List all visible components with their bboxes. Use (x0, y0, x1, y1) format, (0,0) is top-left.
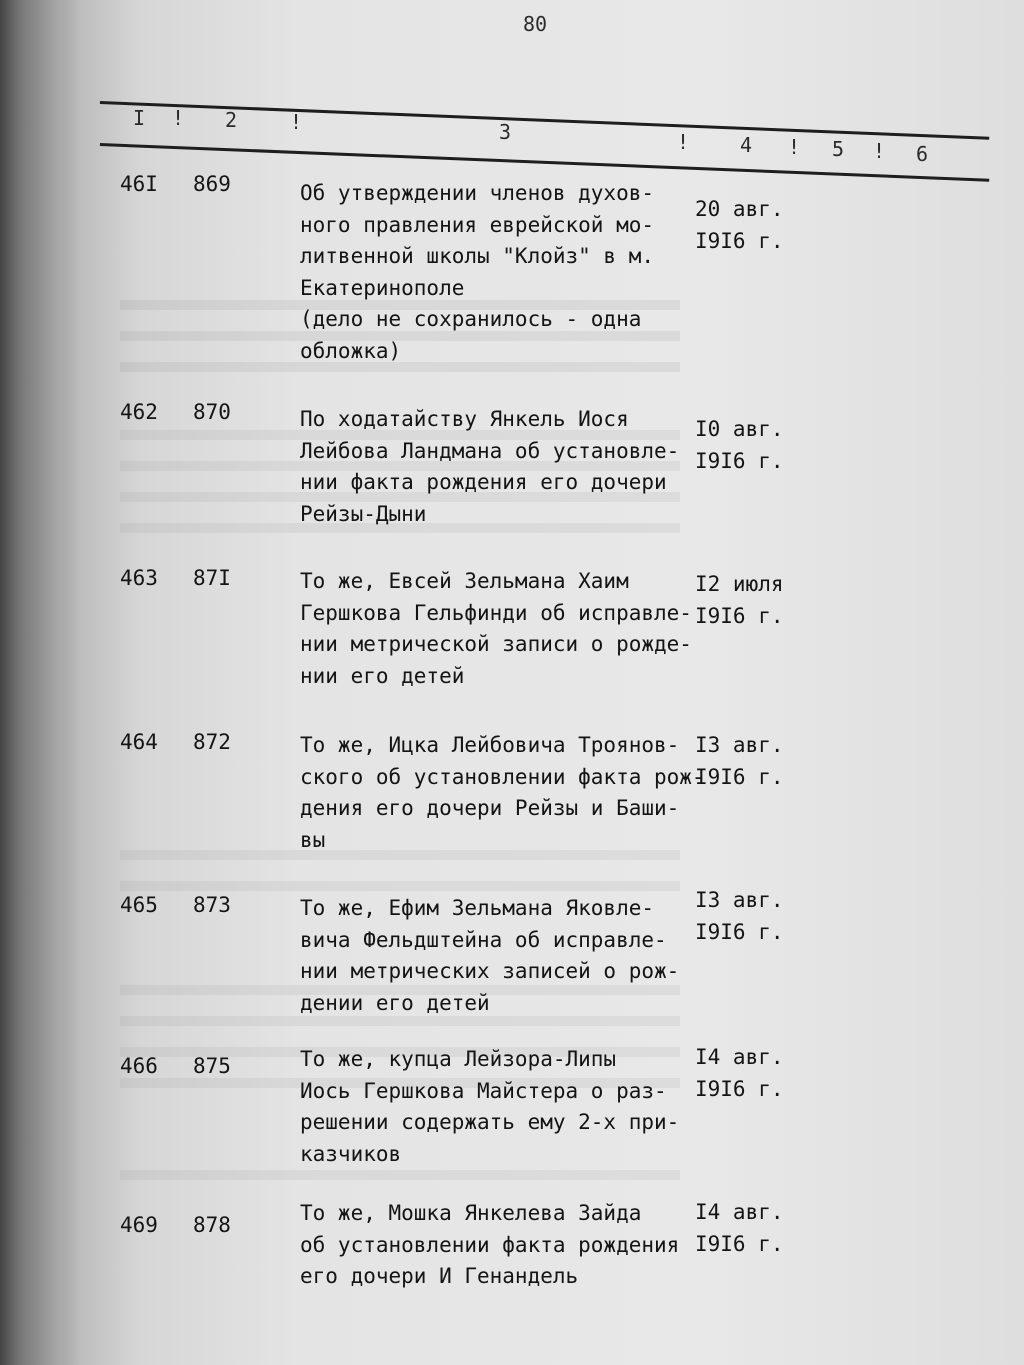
entry-date: 20 авг. I9I6 г. (695, 197, 784, 253)
archive-number: 872 (193, 730, 231, 754)
show-through-block (120, 1170, 680, 1200)
register-entry (0, 730, 1024, 852)
archive-number: 869 (193, 172, 231, 196)
archive-number: 878 (193, 1213, 231, 1237)
entry-description: То же, Мошка Янкелева Зайда об установлении факта рождения его дочери И Генандель (300, 1201, 680, 1288)
archive-number: 875 (193, 1054, 231, 1078)
entry-date: I3 авг. I9I6 г. (695, 733, 784, 789)
header-separator: ! (172, 106, 185, 130)
entry-date: I2 июля I9I6 г. (695, 572, 784, 628)
archive-number: 87I (193, 566, 231, 590)
entry-description: То же, Ефим Зельмана Яковле- вича Фельдштейна об исправле- нии метрических записей о рож- дении его детей (300, 896, 680, 1015)
entry-number: 465 (120, 893, 158, 917)
entry-number: 464 (120, 730, 158, 754)
header-separator: ! (873, 139, 886, 163)
entry-number: 466 (120, 1054, 158, 1078)
book-gutter-shadow (0, 0, 80, 1365)
entry-number: 46I (120, 172, 158, 196)
entry-number: 462 (120, 400, 158, 424)
header-col-4: 4 (740, 133, 753, 157)
entry-date: I3 авг. I9I6 г. (695, 888, 784, 944)
entry-number: 463 (120, 566, 158, 590)
entry-date: I4 авг. I9I6 г. (695, 1045, 784, 1101)
register-entry (0, 1200, 1024, 1288)
header-separator: ! (677, 130, 690, 154)
register-entry (0, 888, 1024, 1015)
entry-description: То же, Евсей Зельмана Хаим Гершкова Гельфинди об исправле- нии метрической записи о рожде- нии его детей (300, 569, 692, 688)
register-entry (0, 400, 1024, 526)
register-entry (0, 566, 1024, 688)
header-col-3: 3 (499, 120, 512, 144)
register-entry (0, 172, 1024, 363)
page-number: 80 (523, 12, 548, 36)
header-col-1: I (133, 106, 146, 130)
header-col-2: 2 (225, 108, 238, 132)
register-entry (0, 1045, 1024, 1166)
header-col-5: 5 (832, 137, 845, 161)
entry-description: То же, купца Лейзора-Липы Иось Гершкова Майстера о раз- решении содержать ему 2-х при- казчиков (300, 1047, 680, 1166)
entry-description: Об утверждении членов духов- ного правления еврейской мо- литвенной школы "Клойз" в м. Екатеринополе (дело не сохранилось - одна обложка) (300, 181, 655, 363)
entry-description: По ходатайству Янкель Иося Лейбова Ландмана об установле- нии факта рождения его дочери Рейзы-Дыни (300, 407, 680, 526)
archive-number: 873 (193, 893, 231, 917)
header-col-6: 6 (916, 142, 929, 166)
entry-number: 469 (120, 1213, 158, 1237)
entry-description: То же, Ицка Лейбовича Троянов- ского об установлении факта рож- дения его дочери Рейзы и Баши- вы (300, 733, 705, 852)
archive-number: 870 (193, 400, 231, 424)
header-separator: ! (290, 110, 303, 134)
header-separator: ! (788, 135, 801, 159)
entry-date: I0 авг. I9I6 г. (695, 417, 784, 473)
entry-date: I4 авг. I9I6 г. (695, 1200, 784, 1256)
